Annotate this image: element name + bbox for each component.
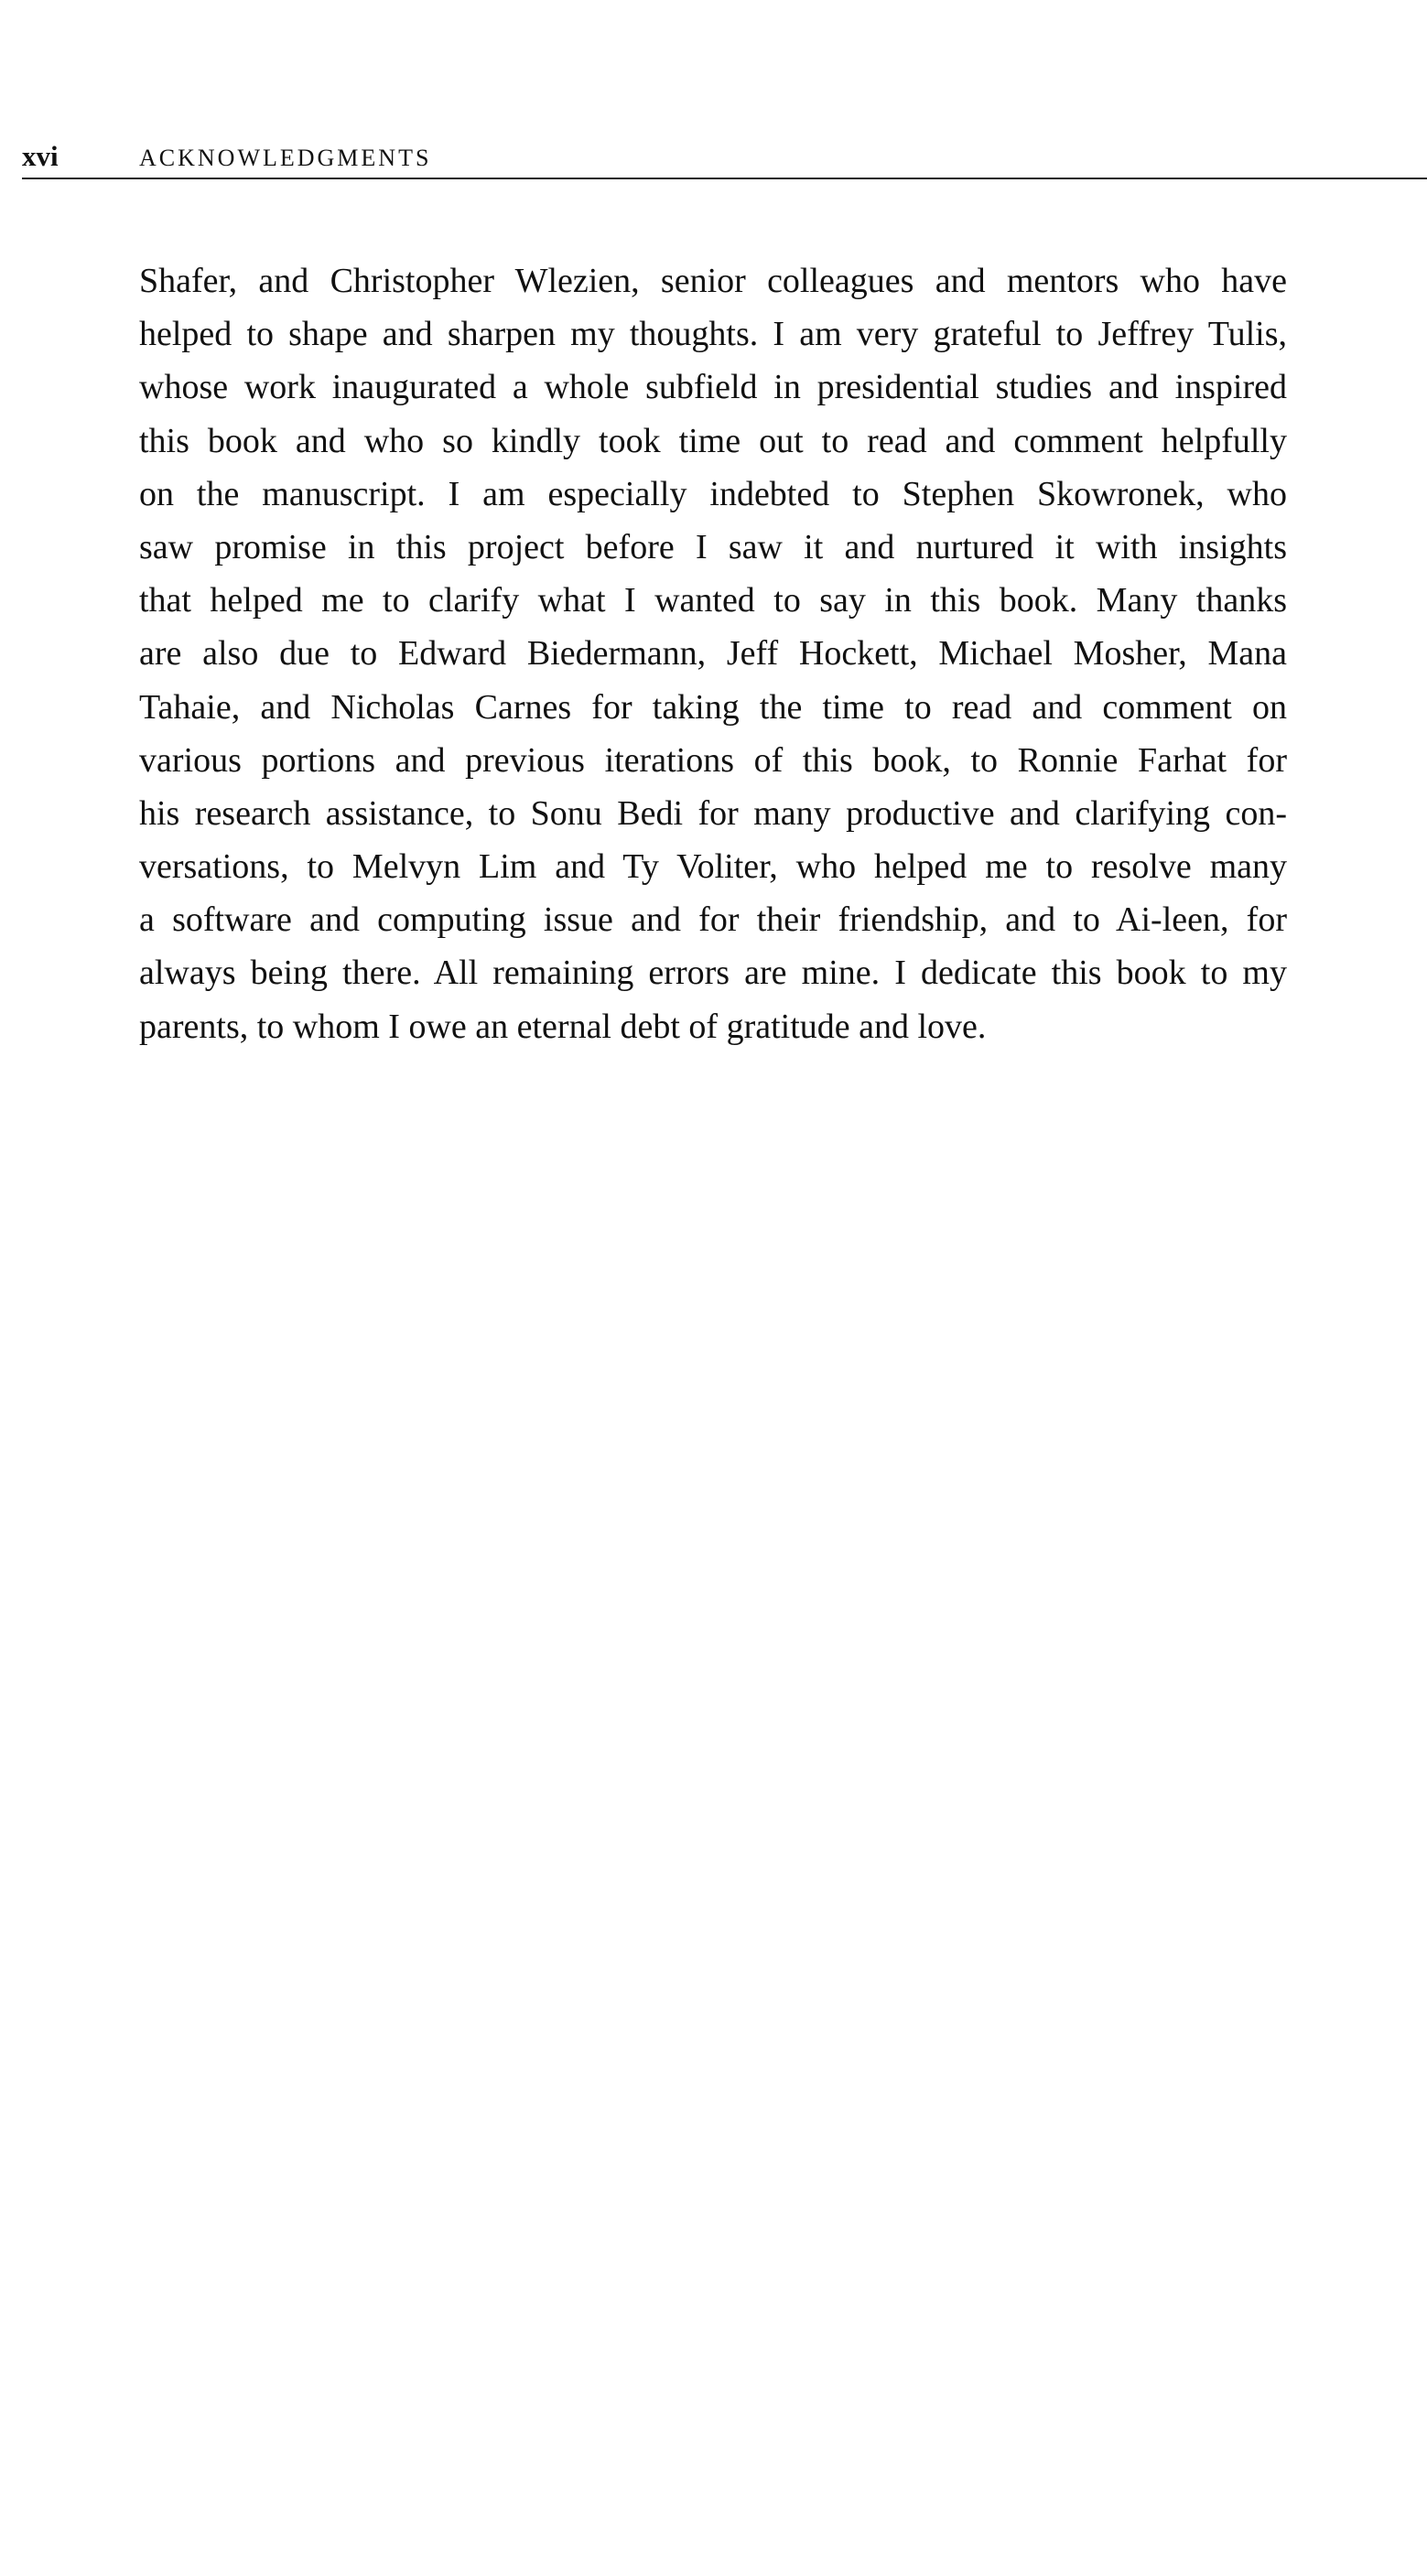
text-line: always being there. All remaining errors are mine. I dedicate this book to my	[139, 954, 1287, 993]
body-paragraph	[139, 254, 1287, 1053]
text-line: that helped me to clarify what I wanted to say in this book. Many thanks	[139, 581, 1287, 620]
text-line: on the manuscript. I am especially indebted to Stephen Skowronek, who	[139, 474, 1287, 513]
text-line: parents, to whom I owe an eternal debt of gratitude and love.	[139, 1007, 987, 1046]
text-line: are also due to Edward Biedermann, Jeff Hockett, Michael Mosher, Mana	[139, 634, 1287, 674]
text-line: versations, to Melvyn Lim and Ty Voliter, who helped me to resolve many	[139, 847, 1287, 887]
text-line: a software and computing issue and for their friendship, and to Ai-leen, for	[139, 900, 1287, 940]
text-line: Tahaie, and Nicholas Carnes for taking the time to read and comment on	[139, 687, 1287, 727]
text-line: whose work inaugurated a whole subfield in presidential studies and inspired	[139, 368, 1287, 407]
text-line: his research assistance, to Sonu Bedi for many productive and clarifying con-	[139, 793, 1287, 833]
section-title: ACKNOWLEDGMENTS	[139, 145, 432, 171]
text-line: helped to shape and sharpen my thoughts. I am very grateful to Jeffrey Tulis,	[139, 315, 1287, 354]
running-head	[22, 137, 1427, 179]
text-line: various portions and previous iterations of this book, to Ronnie Farhat for	[139, 740, 1287, 780]
text-line: Shafer, and Christopher Wlezien, senior colleagues and mentors who have	[139, 262, 1287, 300]
text-line: saw promise in this project before I saw it and nurtured it with insights	[139, 527, 1287, 566]
page-number: xvi	[22, 140, 59, 172]
text-line: this book and who so kindly took time out to read and comment helpfully	[139, 421, 1287, 460]
